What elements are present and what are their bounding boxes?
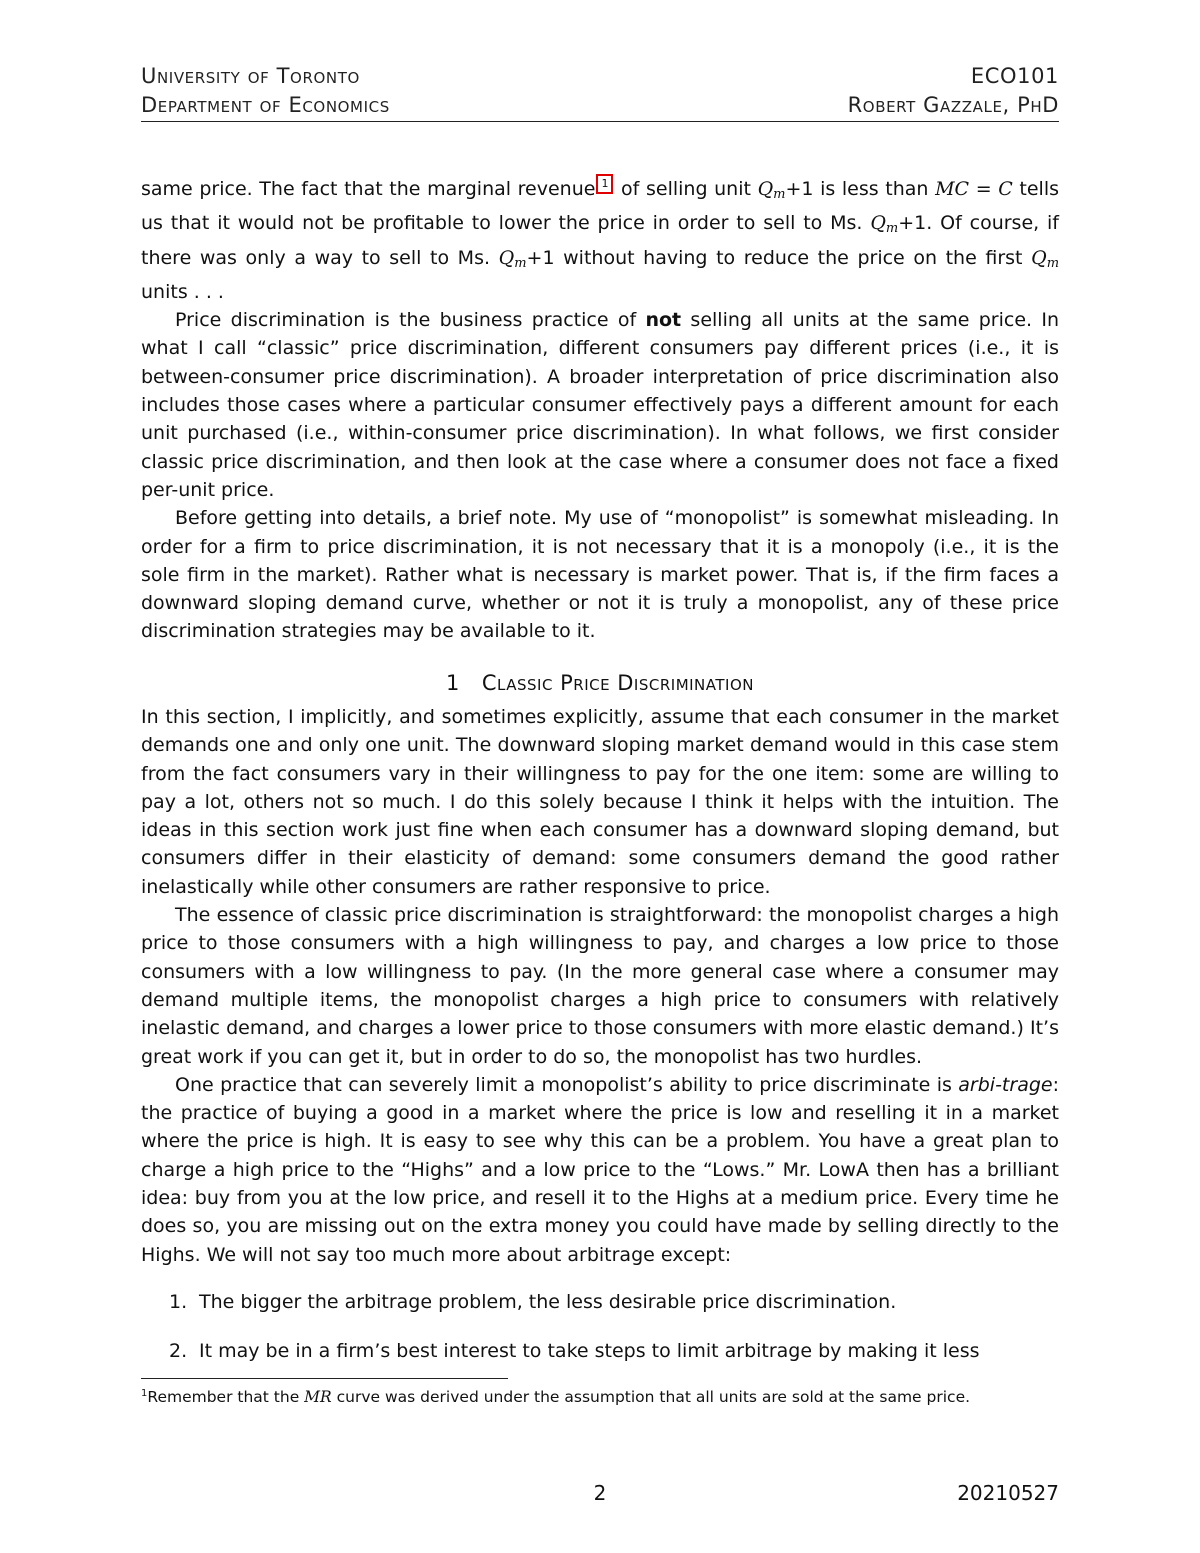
list-item-number: 2. [169,1340,188,1362]
footnote-rule [141,1378,508,1379]
math-q: Q [498,246,515,269]
math-sub-m: m [1046,255,1060,271]
math-sub-m: m [514,255,527,271]
p2-bold: not [645,309,682,332]
p6-text-1: One practice that can severely limit a monopolist’s ability to price discriminate is [175,1073,959,1096]
header-course: ECO101 [970,64,1059,88]
list-item-text: It may be in a firm’s best interest to take steps to limit arbitrage by making it less [199,1340,980,1362]
footnote-text-2: curve was derived under the assumption that all units are sold at the same price. [331,1388,971,1407]
document-date: 20210527 [957,1481,1059,1505]
section-heading [141,671,1059,695]
math-q: Q [870,212,886,235]
p1-text-7: tells us that it would not be profitable to lower the price in order to sell to Ms. [141,178,1059,235]
p2-text-1: Price discrimination is the business practice of [175,309,646,332]
paragraph-3: Before getting into details, a brief note. My use of “monopolist” is somewhat misleading. In order for a firm to price discrimination, it is not necessary that it is a monopoly (i.e., it is the sole firm in the market). Rather what is necessary is market power. That is, if the firm faces a downward sloping demand curve, whether or not it is truly a monopolist, any of these price discrimination strategies may be available to it. [141,507,1059,643]
header-row-2 [141,93,1059,117]
page-number: 2 [593,1481,607,1505]
p2-text-2: selling all units at the same price. In what I call “classic” price discrimination, different consumers pay different prices (i.e., it is between-consumer price discrimination). A broader interpretation of price discrimination also includes those cases where a particular consumer effectively pays a different amount for each unit purchased (i.e., within-consumer price discrimination). In what follows, we first consider classic price discrimination, and then look at the case where a consumer does not face a fixed per-unit price. [141,309,1059,501]
math-q: Q [1031,246,1047,269]
p1-text-2: of selling unit [614,178,758,200]
footnote-math-mr: MR [304,1388,332,1407]
paragraph-2 [141,306,1059,504]
list-item-text: The bigger the arbitrage problem, the less desirable price discrimination. [199,1291,897,1313]
math-sub-m: m [773,187,786,202]
p1-text-1: same price. The fact that the marginal revenue [141,178,596,200]
p6-italic-term: arbi-trage [958,1073,1053,1096]
footnote-text-1: Remember that the [147,1388,305,1407]
paragraph-1 [141,174,1059,306]
section-number: 1 [446,671,460,695]
list-item-number: 1. [169,1291,188,1313]
footnote-reference-link[interactable]: 1 [596,174,613,194]
math-mc: MC [935,178,970,200]
section-title: Classic Price Discrimination [481,671,754,695]
p1-equals: = [969,178,999,200]
list-item [169,1337,1059,1365]
p1-text-10: units . . . [141,280,224,303]
math-q: Q [757,178,774,200]
header-university: University of Toronto [141,64,360,88]
math-sub-m: m [885,221,899,237]
math-c: C [998,178,1013,200]
footnote [141,1381,1059,1410]
header-department: Department of Economics [141,93,390,117]
header-author: Robert Gazzale, PhD [847,93,1059,117]
body-text-section [141,703,1059,1269]
p1-text-3: +1 is less than [785,178,936,200]
footnote-mark: 1 [141,1388,148,1399]
body-text-top [141,174,1059,646]
header-row-1 [141,64,1059,88]
paragraph-5: The essence of classic price discrimination is straightforward: the monopolist charges a high price to those consumers with a high willingness to pay, and charges a low price to those consumers with a low willingness to pay. (In the more general case where a consumer may demand multiple items, the monopolist charges a high price to consumers with relatively inelastic demand, and charges a lower price to those consumers with more elastic demand.) It’s great work if you can get it, but in order to do so, the monopolist has two hurdles. [141,904,1059,1068]
p1-text-9: +1 without having to reduce the price on the first [526,246,1032,269]
p6-text-2: : the practice of buying a good in a market where the price is low and reselling it in a market where the price is high. It is easy to see why this can be a problem. You have a great plan to charge a high price to the “Highs” and a low price to the “Lows.” Mr. LowA then has a brilliant idea: buy from you at the low price, and resell it to the Highs at a medium price. Every time he does so, you are missing out on the extra money you could have made by selling directly to the Highs. We will not say too much more about arbitrage except: [141,1073,1059,1266]
header-rule [141,121,1059,122]
p1-text-8: +1. Of course, if there was only a way to sell to Ms. [141,212,1059,269]
paragraph-6 [141,1071,1059,1269]
list-item [169,1288,1059,1316]
paragraph-4: In this section, I implicitly, and sometimes explicitly, assume that each consumer in the market demands one and only one unit. The downward sloping market demand would in this case stem from the fact consumers vary in their willingness to pay for the one item: some are willing to pay a lot, others not so much. I do this solely because I think it helps with the intuition. The ideas in this section work just fine when each consumer has a downward sloping demand, but consumers differ in their elasticity of demand: some consumers demand the good rather inelastically while other consumers are rather responsive to price. [141,706,1059,898]
